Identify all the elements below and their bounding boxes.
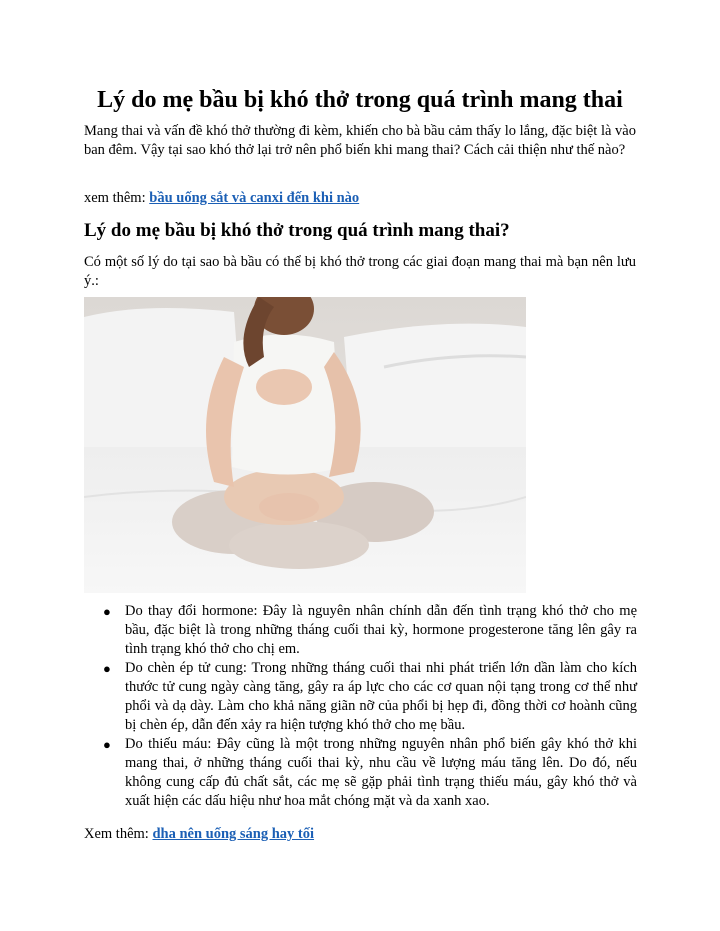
see-also-link-1[interactable]: bầu uống sắt và canxi đến khi nào <box>149 190 360 206</box>
see-also-link-2[interactable]: dha nên uống sáng hay tối <box>152 826 315 842</box>
list-item <box>103 602 637 659</box>
section-heading: Lý do mẹ bầu bị khó thở trong quá trình mang thai? <box>84 220 510 241</box>
list-item <box>103 735 637 811</box>
bullet-icon: ● <box>103 604 111 619</box>
see-also-line-1 <box>84 189 359 208</box>
see-also-prefix: xem thêm: <box>84 190 146 206</box>
reasons-list <box>103 602 637 811</box>
list-item-text: Do thiếu máu: Đây cũng là một trong những nguyên nhân phổ biến gây khó thở khi mang thai, ở những tháng cuối thai kỳ, nhu cầu về lượng máu tăng lên. Do đó, nếu không cung cấp đủ chất sắt, các mẹ sẽ gặp phải tình trạng thiếu máu, gây khó thở và xuất hiện các dấu hiệu như hoa mắt chóng mặt và da xanh xao. <box>125 736 637 809</box>
see-also-prefix: Xem thêm: <box>84 826 149 842</box>
bullet-icon: ● <box>103 737 111 752</box>
list-item-text: Do thay đổi hormone: Đây là nguyên nhân chính dẫn đến tình trạng khó thở cho mẹ bầu, đặc biệt là trong những tháng cuối thai kỳ, hormone progesterone tăng lên gây ra tình trạng khó thở cho chị em. <box>125 603 637 657</box>
bullet-icon: ● <box>103 661 111 676</box>
see-also-line-2 <box>84 825 314 844</box>
list-item-text: Do chèn ép tử cung: Trong những tháng cuối thai nhi phát triển lớn dần làm cho kích thước tử cung ngày càng tăng, gây ra áp lực cho các cơ quan nội tạng trong cơ thể như phổi và dạ dày. Làm cho khả năng giãn nỡ của phổi bị hẹp đi, đồng thời cơ hoành cũng bị chèn ép, dẫn đến xảy ra hiện tượng khó thở cho mẹ bầu. <box>125 660 637 733</box>
intro-paragraph: Mang thai và vấn đề khó thở thường đi kèm, khiến cho bà bầu cảm thấy lo lắng, đặc biệt là vào ban đêm. Vậy tại sao khó thở lại trở nên phổ biến khi mang thai? Cách cải thiện như thế nào? <box>84 123 636 158</box>
list-item <box>103 659 637 735</box>
page-title: Lý do mẹ bầu bị khó thở trong quá trình mang thai <box>97 87 623 113</box>
pregnant-woman-photo <box>84 297 526 593</box>
section-intro: Có một số lý do tại sao bà bầu có thể bị khó thở trong các giai đoạn mang thai mà bạn nên lưu ý.: <box>84 254 636 289</box>
